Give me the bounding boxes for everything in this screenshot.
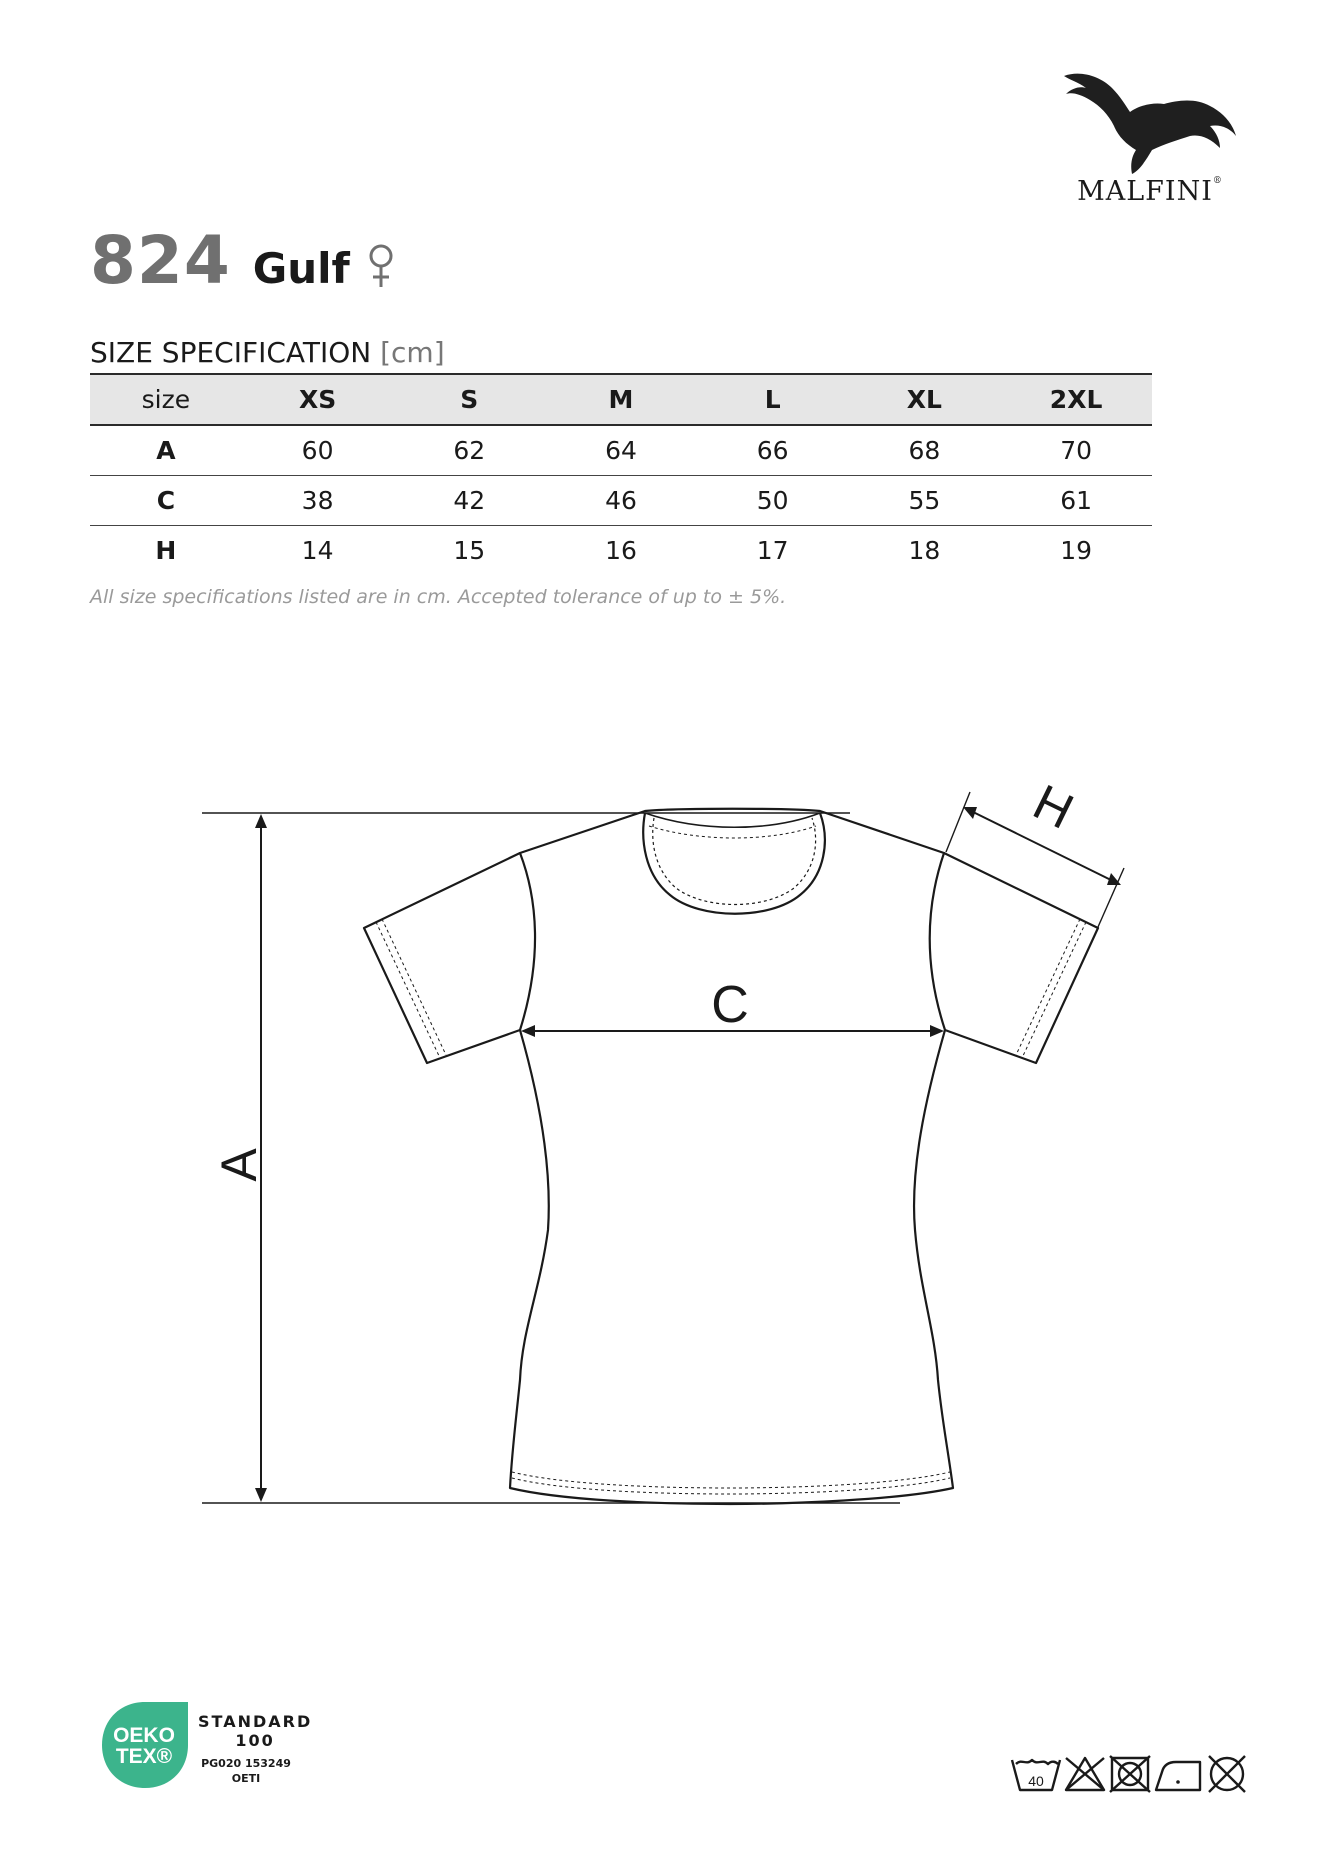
table-cell: 17 xyxy=(756,536,789,565)
table-cell: 68 xyxy=(849,425,1001,476)
left-sleeve xyxy=(364,853,520,1063)
neckline xyxy=(643,813,825,914)
svg-text:TEX®: TEX® xyxy=(115,1745,173,1768)
brand-wordmark: MALFINI® xyxy=(1077,176,1223,207)
column-header: XS xyxy=(242,374,394,425)
table-row xyxy=(90,476,1152,526)
no-tumble-dry-icon xyxy=(1110,1756,1150,1792)
table-cell: 70 xyxy=(1000,425,1152,476)
table-cell: 42 xyxy=(393,476,545,526)
table-row xyxy=(90,526,1152,576)
size-table xyxy=(90,373,1152,575)
table-cell: 55 xyxy=(849,476,1001,526)
oeko-certificate-code: PG020 153249 OETI xyxy=(201,1757,291,1785)
no-dry-clean-icon xyxy=(1209,1756,1245,1792)
table-cell: 18 xyxy=(908,536,941,565)
svg-text:40: 40 xyxy=(1028,1773,1044,1789)
product-number: 824 xyxy=(90,222,231,299)
size-table-header xyxy=(90,374,1152,425)
row-label: H xyxy=(155,536,177,565)
column-header: XL xyxy=(849,374,1001,425)
table-cell: 64 xyxy=(545,425,697,476)
measurement-a-label: A xyxy=(211,1148,267,1182)
product-title xyxy=(90,222,396,302)
size-spec-heading: SIZE SPECIFICATION [cm] xyxy=(90,336,445,369)
svg-text:OEKO: OEKO xyxy=(113,1724,175,1747)
right-sleeve xyxy=(944,853,1098,1063)
table-cell: 60 xyxy=(242,425,394,476)
iron-low-icon xyxy=(1156,1762,1200,1790)
column-header: M xyxy=(545,374,697,425)
table-row xyxy=(90,425,1152,476)
oeko-standard-label: STANDARD 100 xyxy=(198,1712,313,1750)
wash-40-icon xyxy=(1012,1760,1060,1790)
size-spec-unit: [cm] xyxy=(380,336,445,369)
table-cell: 19 xyxy=(1060,536,1092,565)
column-header: 2XL xyxy=(1000,374,1152,425)
column-header: S xyxy=(393,374,545,425)
table-cell: 61 xyxy=(1000,476,1152,526)
table-cell: 16 xyxy=(605,536,637,565)
table-cell: 50 xyxy=(697,476,849,526)
shirt-measurement-diagram xyxy=(0,760,1323,1520)
table-cell: 62 xyxy=(393,425,545,476)
no-bleach-icon xyxy=(1066,1758,1104,1790)
table-cell: 66 xyxy=(697,425,849,476)
column-header: size xyxy=(90,374,242,425)
table-cell: 15 xyxy=(453,536,486,565)
measurement-h-label: H xyxy=(1024,773,1082,840)
table-cell: 46 xyxy=(545,476,697,526)
eagle-logo-icon xyxy=(1060,66,1240,176)
product-name: Gulf xyxy=(252,244,350,293)
column-header: L xyxy=(697,374,849,425)
row-label: C xyxy=(90,476,242,526)
row-label: A xyxy=(90,425,242,476)
female-symbol-icon xyxy=(366,243,396,289)
table-cell: 38 xyxy=(242,476,394,526)
tolerance-note: All size specifications listed are in cm. Accepted tolerance of up to ± 5%. xyxy=(90,586,787,608)
oeko-tex-badge xyxy=(100,1700,190,1790)
table-cell: 14 xyxy=(301,536,334,565)
measurement-c-label: C xyxy=(711,976,749,1034)
care-symbols xyxy=(1010,1752,1260,1798)
